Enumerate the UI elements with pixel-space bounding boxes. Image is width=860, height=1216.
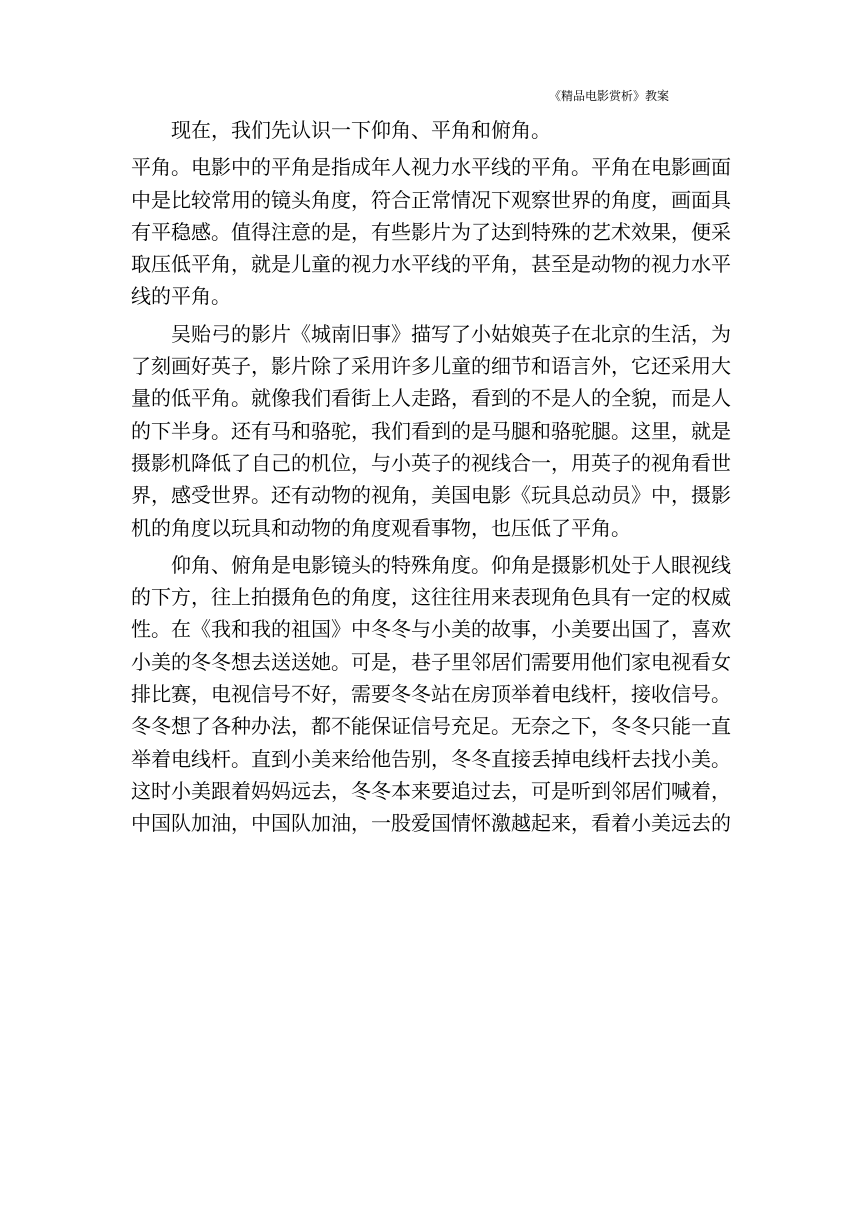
paragraph-city-south: 吴贻弓的影片《城南旧事》描写了小姑娘英子在北京的生活，为了刻画好英子，影片除了采用许多儿童的细节和语言外，它还采用大量的低平角。就像我们看街上人走路，看到的不是人的全貌，而是人的下半身。还有马和骆驼，我们看到的是马腿和骆驼腿。这里，就是摄影机降低了自己的机位，与小英子的视线合一，用英子的视角看世界，感受世界。还有动物的视角，美国电影《玩具总动员》中，摄影机的角度以玩具和动物的角度观看事物，也压低了平角。 xyxy=(131,321,731,540)
paragraph-low-high-angle: 仰角、俯角是电影镜头的特殊角度。仰角是摄影机处于人眼视线的下方，往上拍摄角色的角度，这往往用来表现角色具有一定的权威性。在《我和我的祖国》中冬冬与小美的故事，小美要出国了，喜欢小美的冬冬想去送送她。可是，巷子里邻居们需要用他们家电视看女排比赛，电视信号不好，需要冬冬站在房顶举着电线杆，接收信号。冬冬想了各种办法，都不能保证信号充足。无奈之下，冬冬只能一直举着电线杆。直到小美来给他告别，冬冬直接丢掉电线杆去找小美。这时小美跟着妈妈远去，冬冬本来要追过去，可是听到邻居们喊着，中国队加油，中国队加油，一股爱国情怀激越起来，看着小美远去的 xyxy=(131,552,731,836)
document-header: 《精品电影赏析》教案 xyxy=(549,89,670,103)
paragraph-flat-angle: 平角。电影中的平角是指成年人视力水平线的平角。平角在电影画面中是比较常用的镜头角度，符合正常情况下观察世界的角度，画面具有平稳感。值得注意的是，有些影片为了达到特殊的艺术效果，便采取压低平角，就是儿童的视力水平线的平角，甚至是动物的视力水平线的平角。 xyxy=(131,155,731,309)
document-body xyxy=(131,114,731,840)
paragraph-intro: 现在，我们先认识一下仰角、平角和俯角。 xyxy=(171,118,551,142)
